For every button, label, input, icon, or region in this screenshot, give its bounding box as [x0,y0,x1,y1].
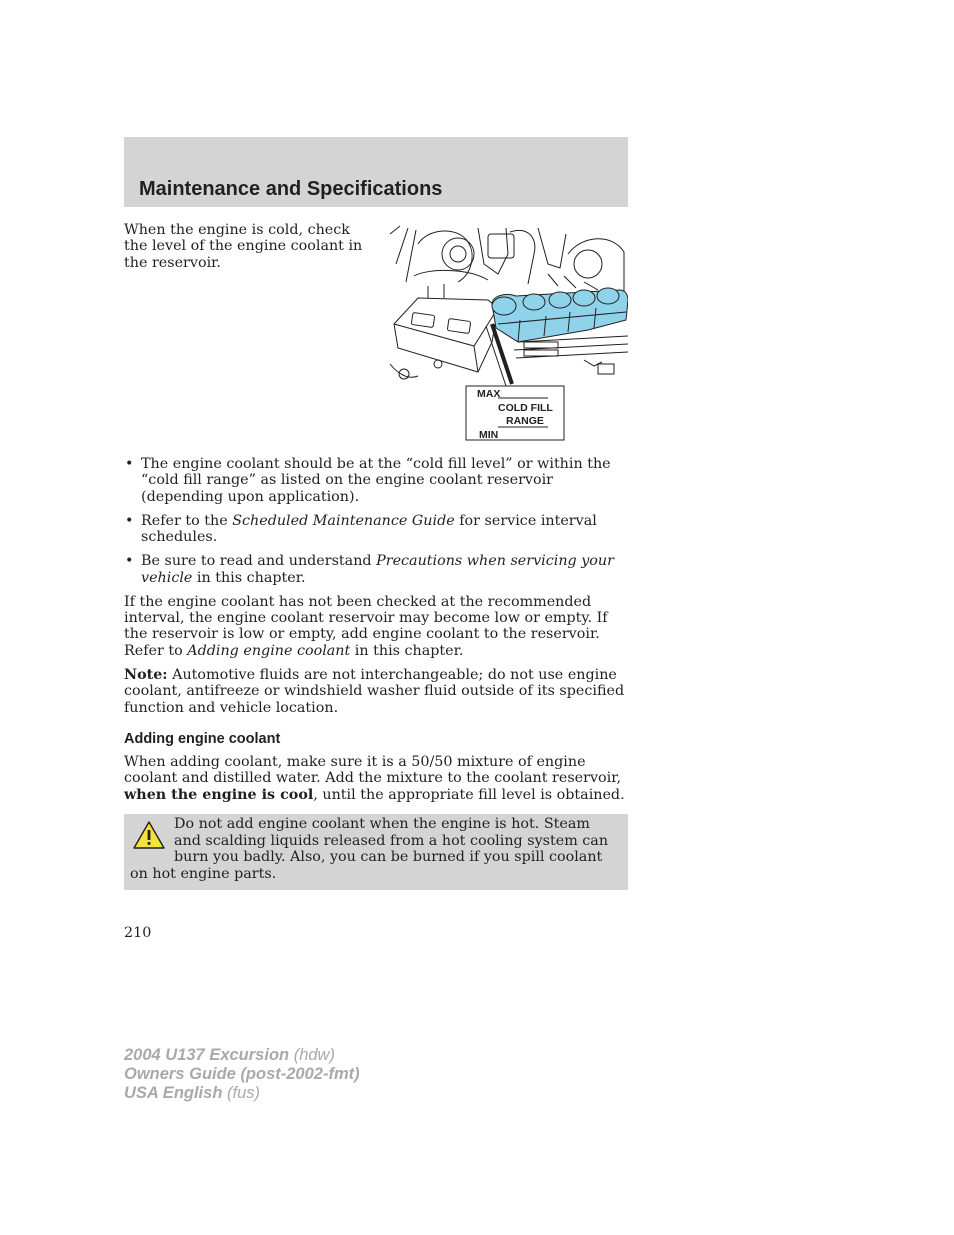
section-header [124,137,628,207]
adding-coolant-paragraph [124,754,628,803]
bullet-text-post: in this chapter. [192,569,306,586]
warning-triangle-icon [132,820,166,850]
note-label: Note: [124,666,168,683]
footer-line-1 [124,1046,360,1065]
intro-text: When the engine is cold, check the level of the engine coolant in the reservoir. [124,222,363,271]
subheading-adding-coolant: Adding engine coolant [124,731,281,748]
document-footer [124,1046,360,1103]
note-paragraph [124,667,628,716]
paragraph-text-end: in this chapter. [350,642,464,659]
precautions-reference: Precautions when servicing your vehicle [141,553,614,586]
page-number: 210 [124,925,152,941]
list-item [124,553,628,586]
min-label: MIN [479,429,499,441]
bullet-dot: • [125,456,134,472]
range-label: RANGE [506,415,544,427]
cold-fill-label: COLD FILL [498,402,553,414]
bullet-list [124,456,628,586]
list-item [124,513,628,546]
bullet-dot: • [125,512,134,529]
footer-language-code: (fus) [222,1084,260,1102]
footer-model: 2004 U137 Excursion [124,1046,290,1064]
bullet-dot: • [125,553,134,570]
section-title: Maintenance and Specifications [139,178,443,200]
warning-text: Do not add engine coolant when the engine is hot. Steam and scalding liquids released from a hot cooling system can burn you badly. Also, you can be burned if you spill coolant on hot engine parts. [130,816,609,882]
footer-line-2 [124,1065,360,1084]
engine-bay-drawing [388,224,628,442]
scheduled-maintenance-guide-reference: Scheduled Maintenance Guide [232,512,455,529]
footer-guide: Owners Guide (post-2002-fmt) [124,1065,360,1083]
main-content [124,456,628,890]
adding-coolant-reference: Adding engine coolant [187,642,351,659]
emphasis-engine-cool: when the engine is cool [124,786,314,803]
bullet-text-pre: Be sure to read and understand [141,553,377,570]
paragraph-text-end: , until the appropriate fill level is obtained. [313,786,625,803]
paragraph-text: When adding coolant, make sure it is a 50/50 mixture of engine coolant and distilled water. Add the mixture to the coolant reservoir, [124,754,622,787]
max-label: MAX [477,388,501,400]
bullet-text-pre: Refer to the [141,512,233,529]
list-item [124,456,628,505]
footer-line-3 [124,1084,360,1103]
reservoir-paragraph [124,594,628,660]
paragraph-text: If the engine coolant has not been checked at the recommended interval, the engine coolant reservoir may become low or empty. If the reservoir is low or empty, add engine coolant to the reservoir. Refer to [124,593,608,659]
engine-coolant-reservoir-illustration [388,224,628,442]
footer-model-code: (hdw) [289,1046,335,1064]
note-text: Automotive fluids are not interchangeable; do not use engine coolant, antifreeze or windshield washer fluid outside of its specified function and vehicle location. [124,666,625,716]
footer-language: USA English [124,1084,223,1102]
bullet-text-post: for service interval schedules. [141,512,597,546]
warning-box [124,814,628,890]
bullet-text: The engine coolant should be at the “cold fill level” or within the “cold fill range” as listed on the engine coolant reservoir (depending upon application). [141,456,611,505]
